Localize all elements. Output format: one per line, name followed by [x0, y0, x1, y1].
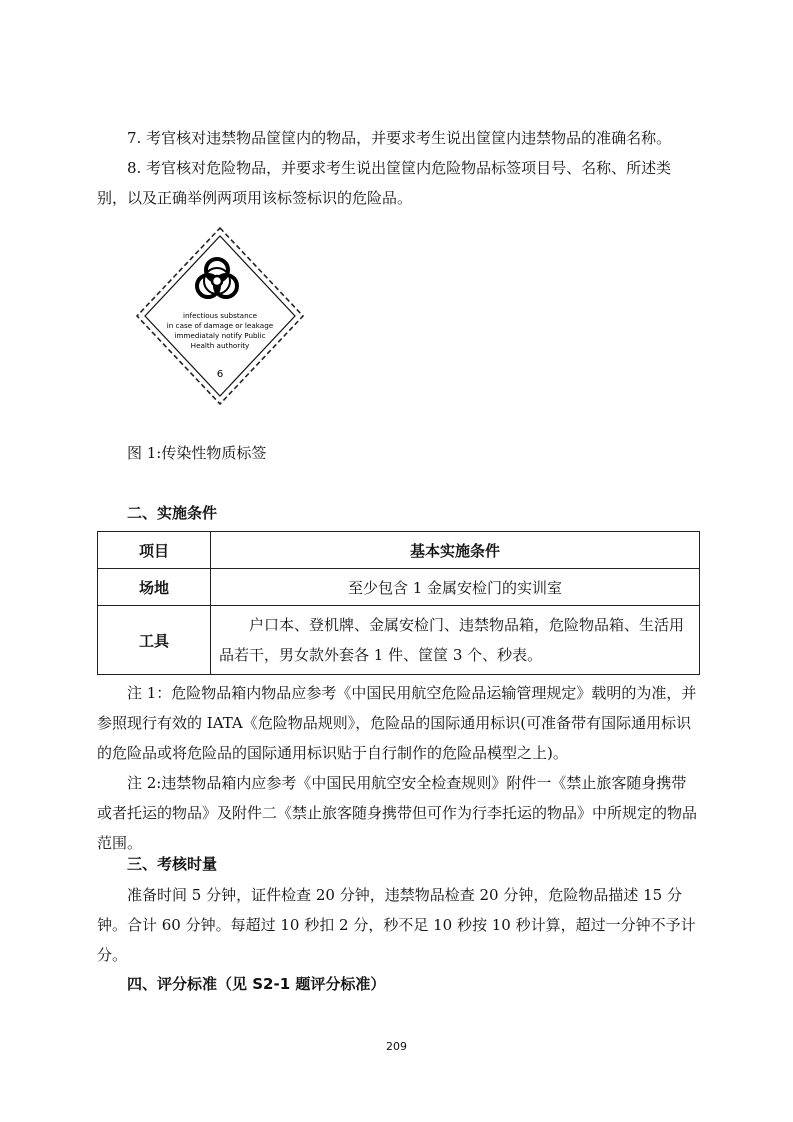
- table-row: [98, 606, 700, 675]
- label-line-2: in case of damage or leakage: [166, 321, 274, 330]
- paragraph-8: 8. 考官核对危险物品，并要求考生说出筐筐内危险物品标签项目号、名称、所述类别，以及正确举例两项用该标签标识的危险品。: [97, 159, 672, 207]
- figure-caption: 图 1:传染性物质标签: [127, 444, 267, 462]
- section-4-heading: 四、评分标准（见 S2-1 题评分标准）: [127, 975, 386, 993]
- section-3-heading: 三、考核时量: [127, 855, 218, 873]
- infectious-substance-label: [135, 226, 305, 406]
- paragraph-7: 7. 考官核对违禁物品筐筐内的物品，并要求考生说出筐筐内违禁物品的准确名称。: [127, 129, 672, 147]
- table-header-row: [98, 532, 700, 569]
- note-2: 注 2:违禁物品箱内应参考《中国民用航空安全检查规则》附件一《禁止旅客随身携带或者托运的物品》及附件二《禁止旅客随身携带但可作为行李托运的物品》中所规定的物品范围。: [97, 774, 698, 852]
- page-number: 209: [386, 1040, 407, 1053]
- label-line-3: immediataly notify Public: [174, 331, 266, 340]
- conditions-table: [97, 531, 700, 675]
- label-line-1: infectious substance: [182, 311, 258, 320]
- tools-text: 户口本、登机牌、金属安检门、违禁物品箱，危险物品箱、生活用品若干，男女款外套各 1 件、筐筐 3 个、秒表。: [219, 616, 685, 664]
- section-2-heading: 二、实施条件: [127, 504, 218, 522]
- section-3-text: 准备时间 5 分钟，证件检查 20 分钟，违禁物品检查 20 分钟，危险物品描述 15 分钟。合计 60 分钟。每超过 10 秒扣 2 分，秒不足 10 秒按 10 秒计算，超过一分钟不予计分。: [97, 886, 696, 964]
- row-item-site: 场地: [98, 569, 211, 606]
- table-row: [98, 569, 700, 606]
- row-value-tools: [211, 606, 700, 675]
- row-item-tools: 工具: [98, 606, 211, 675]
- label-line-4: Health authority: [190, 341, 250, 350]
- header-item: 项目: [98, 532, 211, 569]
- header-basic: 基本实施条件: [211, 532, 700, 569]
- note-1: 注 1：危险物品箱内物品应参考《中国民用航空危险品运输管理规定》载明的为准，并参照现行有效的 IATA《危险物品规则》，危险品的国际通用标识(可准备带有国际通用标识的危险品或将危险品的国际通用标识贴于自行制作的危险品模型之上)。: [97, 684, 697, 762]
- row-value-site: 至少包含 1 金属安检门的实训室: [211, 569, 700, 606]
- class-number: 6: [216, 369, 224, 380]
